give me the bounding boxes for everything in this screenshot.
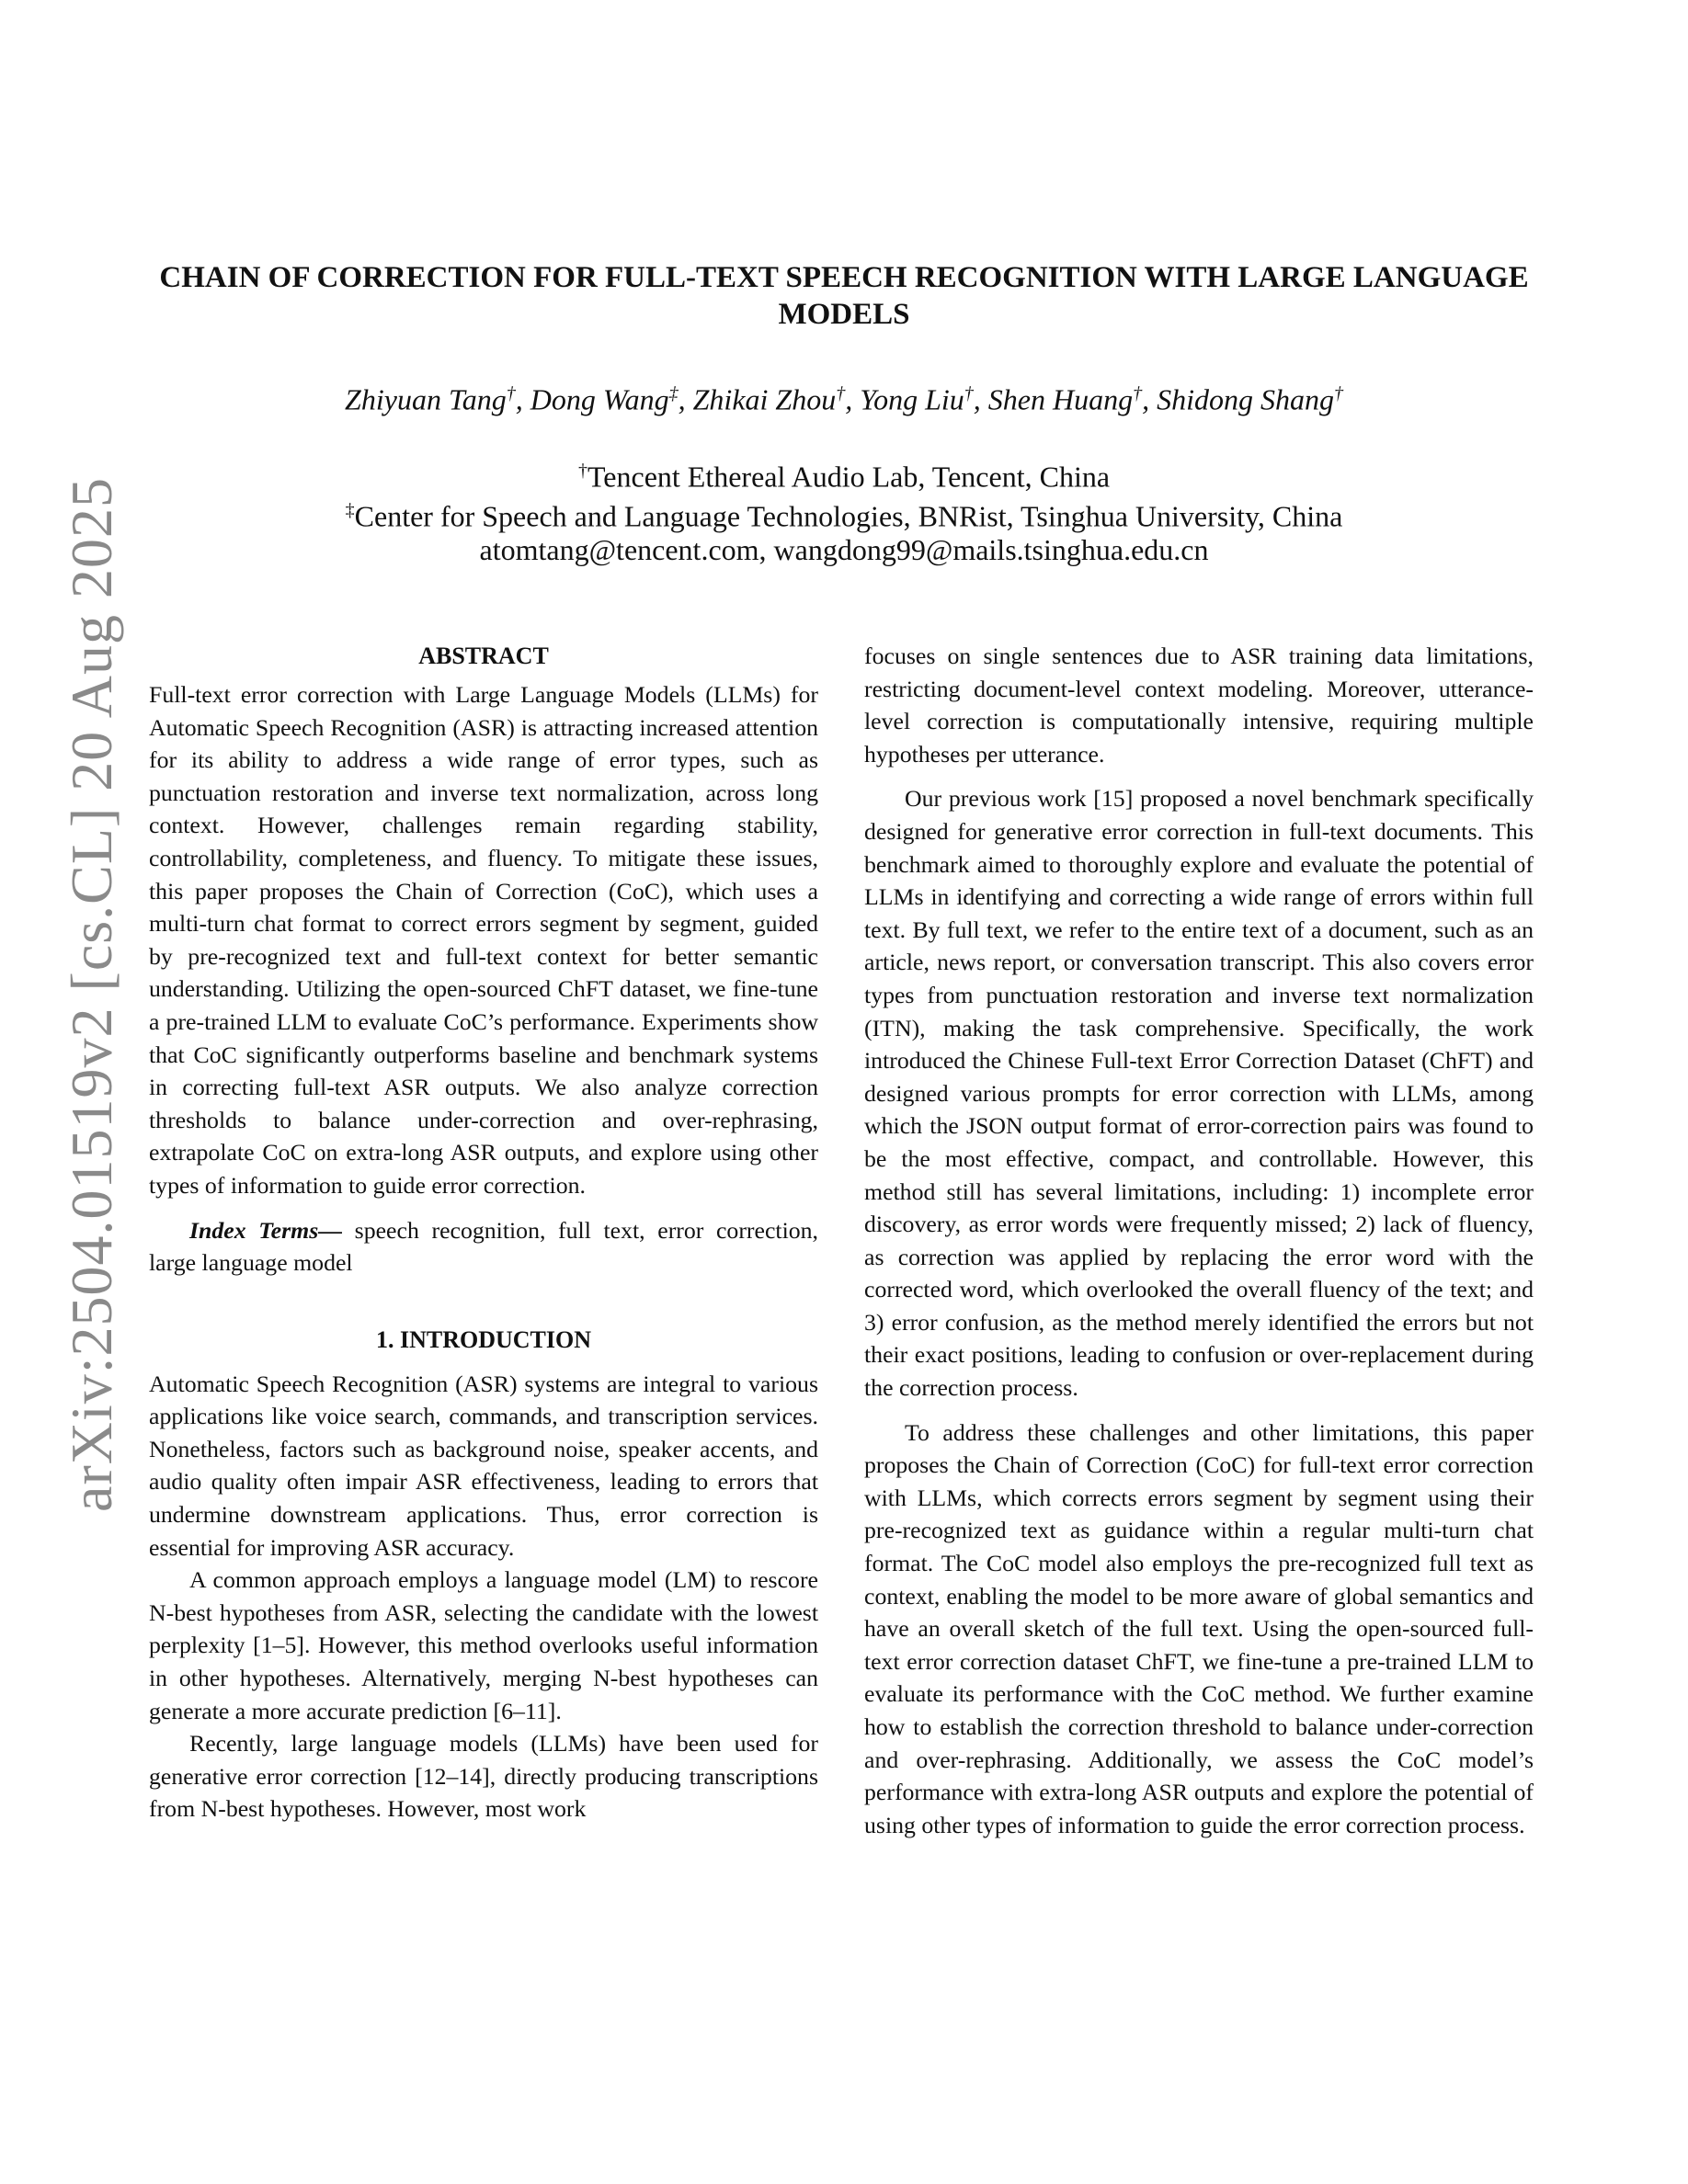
paragraph: A common approach employs a language model (LM) to rescore N-best hypotheses from ASR, selecting the candidate with the lowest perplexity [1–5]. However, this method overlooks useful information in other hypotheses. Alternatively, merging N-best hypotheses can generate a more accurate prediction [6–11]. — [149, 1566, 818, 1724]
paper-title: CHAIN OF CORRECTION FOR FULL-TEXT SPEECH RECOGNITION WITH LARGE LANGUAGE MODELS — [159, 261, 1529, 331]
paragraph: Automatic Speech Recognition (ASR) systems are integral to various applications like voice search, commands, and transcription services. Nonetheless, factors such as background noise, speaker accents, and audio quality often impair ASR effectiveness, leading to errors that undermine downstream applications. Thus, error correction is essential for improving ASR accuracy. — [149, 1370, 818, 1561]
paragraph: Recently, large language models (LLMs) have been used for generative error correction [12–14], directly producing transcriptions from N-best hypotheses. However, most work — [149, 1730, 818, 1823]
author-name: Yong Liu — [860, 382, 964, 416]
author-mark: ‡ — [668, 383, 679, 404]
author-mark: † — [1133, 383, 1143, 404]
affiliation-mark: † — [577, 461, 587, 481]
abstract-heading: ABSTRACT — [418, 643, 549, 669]
affiliation-1 — [138, 452, 1550, 495]
left-column — [149, 640, 818, 1826]
right-column — [864, 640, 1534, 1841]
arxiv-sidebar-stamp: arXiv:2504.01519v2 [cs.CL] 20 Aug 2025 — [59, 477, 124, 1512]
abstract-text: Full-text error correction with Large Language Models (LLMs) for Automatic Speech Recognition (ASR) is attracting increased attention for its ability to address a wide range of error types, such as punctuation restoration and inverse text normalization, across long context. However, challenges remain regarding stability, controllability, completeness, and fluency. To mitigate these issues, this paper proposes the Chain of Correction (CoC), which uses a multi-turn chat format to correct errors segment by segment, guided by pre-recognized text and full-text context for better semantic understanding. Utilizing the open-sourced ChFT dataset, we fine-tune a pre-trained LLM to evaluate CoC’s performance. Experiments show that CoC significantly outperforms baseline and benchmark systems in correcting full-text ASR outputs. We also analyze correction thresholds to balance under-correction and over-rephrasing, extrapolate CoC on extra-long ASR outputs, and explore using other types of information to guide error correction. — [149, 681, 818, 1199]
affiliation-text: Tencent Ethereal Audio Lab, Tencent, China — [587, 460, 1111, 494]
affiliation-mark: ‡ — [345, 500, 355, 520]
index-terms-label: Index Terms— — [189, 1216, 343, 1244]
author-name: Zhiyuan Tang — [345, 382, 507, 416]
author-name: Dong Wang — [530, 382, 669, 416]
author-mark: † — [964, 383, 974, 404]
index-terms-text: speech recognition, full text, error correction, large language model — [149, 1216, 818, 1277]
section-heading-introduction: 1. INTRODUCTION — [375, 1325, 592, 1353]
author-mark: † — [506, 383, 516, 404]
author-name: Shidong Shang — [1157, 382, 1334, 416]
author-name: Shen Huang — [987, 382, 1134, 416]
paragraph: focuses on single sentences due to ASR training data limitations, restricting document-level context modeling. Moreover, utterance-level correction is computationally intensive, requiring multiple hypotheses per utterance. — [864, 643, 1534, 768]
author-name: Zhikai Zhou — [692, 382, 837, 416]
paragraph: Our previous work [15] proposed a novel benchmark specifically designed for generative error correction in full-text documents. This benchmark aimed to thoroughly explore and evaluate the potential of LLMs in identifying and correcting a wide range of errors within full text. By full text, we refer to the entire text of a document, such as an article, news report, or conversation transcript. This also covers error types from punctuation restoration and inverse text normalization (ITN), making the task comprehensive. Specifically, the work introduced the Chinese Full-text Error Correction Dataset (ChFT) and designed various prompts for error correction with LLMs, among which the JSON output format of error-correction pairs was found to be the most effective, compact, and controllable. However, this method still has several limitations, including: 1) incomplete error discovery, as error words were frequently missed; 2) lack of fluency, as correction was applied by replacing the error word with the corrected word, which overlooked the overall fluency of the text; and 3) error confusion, as the method merely identified the errors but not their exact positions, leading to confusion or over-replacement during the correction process. — [864, 785, 1534, 1402]
affiliation-2 — [138, 492, 1550, 535]
author-mark: † — [836, 383, 846, 404]
index-terms — [149, 1214, 818, 1280]
author-mark: † — [1333, 383, 1343, 404]
affiliation-text: Center for Speech and Language Technologies, BNRist, Tsinghua University, China — [354, 499, 1343, 533]
author-emails: atomtang@tencent.com, wangdong99@mails.tsinghua.edu.cn — [479, 533, 1209, 566]
paragraph: To address these challenges and other limitations, this paper proposes the Chain of Correction (CoC) for full-text error correction with LLMs, which corrects errors segment by segment using their pre-recognized text as guidance within a regular multi-turn chat format. The CoC model also employs the pre-recognized full text as context, enabling the model to be more aware of global semantics and have an overall sketch of the full text. Using the open-sourced full-text error correction dataset ChFT, we fine-tune a pre-trained LLM to evaluate its performance with the CoC method. We further examine how to establish the correction threshold to balance under-correction and over-rephrasing. Additionally, we assess the CoC model’s performance with extra-long ASR outputs and explore the potential of using other types of information to guide the error correction process. — [864, 1418, 1534, 1838]
author-list: Zhiyuan Tang†, Dong Wang‡, Zhikai Zhou†, Yong Liu†, Shen Huang†, Shidong Shang† — [345, 382, 1343, 416]
